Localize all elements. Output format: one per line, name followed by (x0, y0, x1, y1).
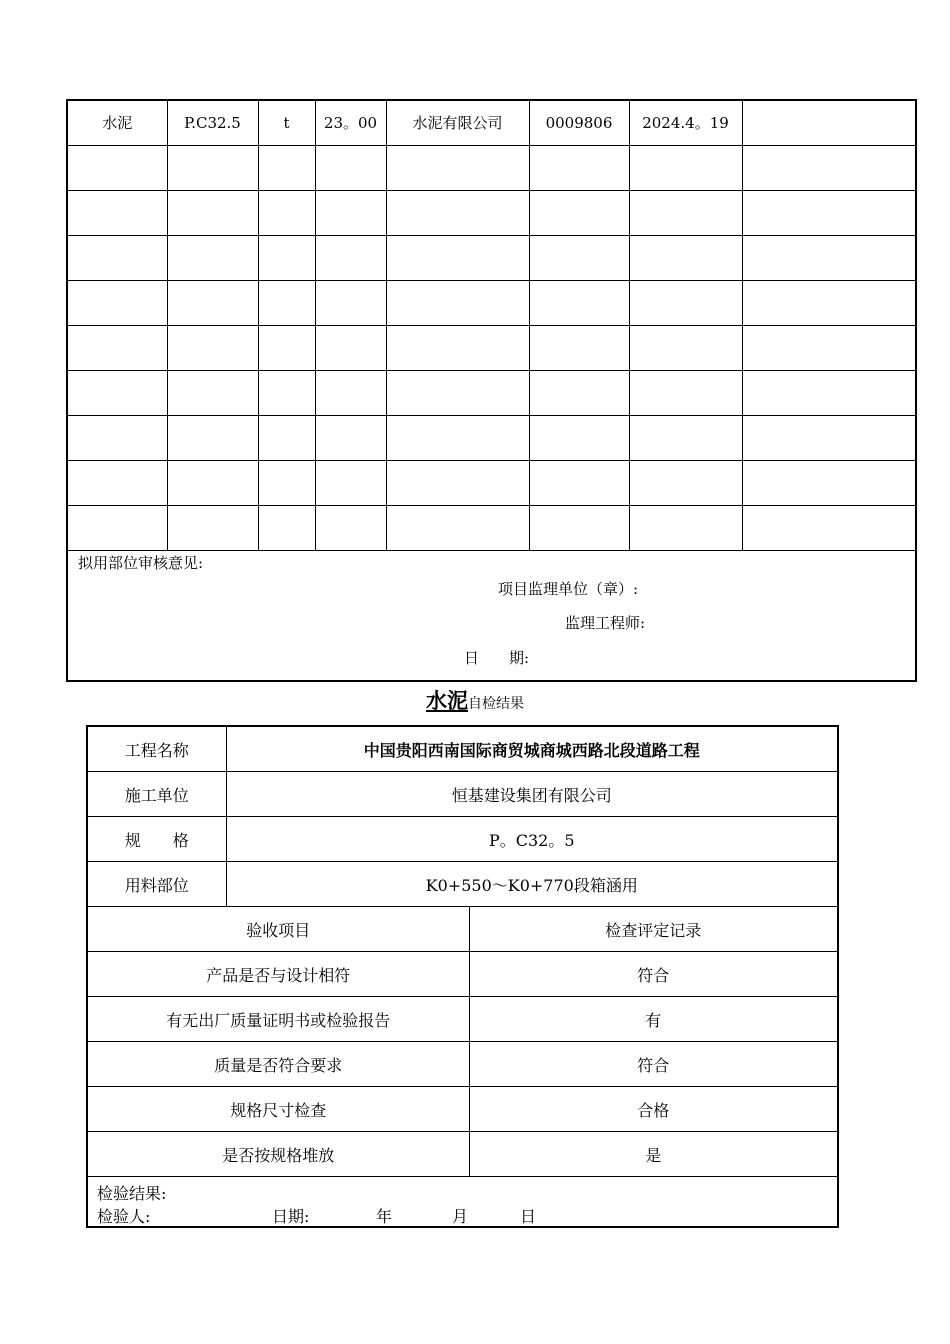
check-item: 规格尺寸检查 (87, 1087, 469, 1132)
manufacturer-cell: 水泥有限公司 (386, 100, 529, 146)
table-row (67, 371, 916, 416)
table-row (67, 281, 916, 326)
supervision-engineer-label: 监理工程师: (565, 614, 646, 632)
usage-location-value: K0+550～K0+770段箱涵用 (226, 862, 838, 907)
check-record: 符合 (469, 952, 838, 997)
table-row (67, 416, 916, 461)
review-opinion-cell (67, 551, 916, 682)
table-row (67, 191, 916, 236)
day-label: 日 (520, 1207, 537, 1226)
year-label: 年 (376, 1207, 393, 1226)
check-record: 合格 (469, 1087, 838, 1132)
table-row (67, 506, 916, 551)
table-row (87, 1132, 838, 1177)
month-label: 月 (452, 1207, 469, 1226)
item-header: 验收项目 (87, 907, 469, 952)
heading-sub: 自检结果 (468, 696, 524, 712)
table-row (67, 100, 916, 146)
info-label: 用料部位 (87, 862, 226, 907)
info-row (87, 772, 838, 817)
check-item: 产品是否与设计相符 (87, 952, 469, 997)
opinion-label: 拟用部位审核意见: (78, 554, 204, 572)
date-label: 日期: (272, 1207, 310, 1226)
quantity-cell: 23。00 (315, 100, 386, 146)
spec-cell: P.C32.5 (167, 100, 258, 146)
opinion-row (67, 551, 916, 682)
record-header: 检查评定记录 (469, 907, 838, 952)
table-row (87, 997, 838, 1042)
batch-number-cell: 0009806 (529, 100, 629, 146)
table-row (67, 236, 916, 281)
section-heading (0, 685, 950, 715)
info-label: 规 格 (87, 817, 226, 862)
table-row (87, 1042, 838, 1087)
check-item: 是否按规格堆放 (87, 1132, 469, 1177)
project-name-value: 中国贵阳西南国际商贸城商城西路北段道路工程 (226, 726, 838, 772)
result-label: 检验结果: (97, 1184, 167, 1203)
info-row (87, 726, 838, 772)
table-row (67, 146, 916, 191)
contractor-value: 恒基建设集团有限公司 (226, 772, 838, 817)
info-label: 工程名称 (87, 726, 226, 772)
check-item: 质量是否符合要求 (87, 1042, 469, 1087)
info-row (87, 862, 838, 907)
heading-material: 水泥 (426, 689, 468, 713)
spec-value: P。C32。5 (226, 817, 838, 862)
inspection-result-cell (87, 1177, 838, 1228)
date-cell: 2024.4。19 (629, 100, 742, 146)
check-record: 符合 (469, 1042, 838, 1087)
unit-cell: t (258, 100, 315, 146)
inspector-label: 检验人: (97, 1207, 151, 1226)
check-item: 有无出厂质量证明书或检验报告 (87, 997, 469, 1042)
table-row (67, 326, 916, 371)
check-record: 有 (469, 997, 838, 1042)
result-row (87, 1177, 838, 1228)
table-row (67, 461, 916, 506)
check-record: 是 (469, 1132, 838, 1177)
material-entry-table (66, 99, 917, 682)
supervision-unit-label: 项目监理单位（章）: (498, 580, 639, 598)
info-label: 施工单位 (87, 772, 226, 817)
header-row (87, 907, 838, 952)
table-row (87, 1087, 838, 1132)
table-row (87, 952, 838, 997)
material-name-cell: 水泥 (67, 100, 167, 146)
self-check-table (86, 725, 839, 1228)
info-row (87, 817, 838, 862)
opinion-date-label: 日 期: (464, 649, 530, 667)
remark-cell (742, 100, 916, 146)
